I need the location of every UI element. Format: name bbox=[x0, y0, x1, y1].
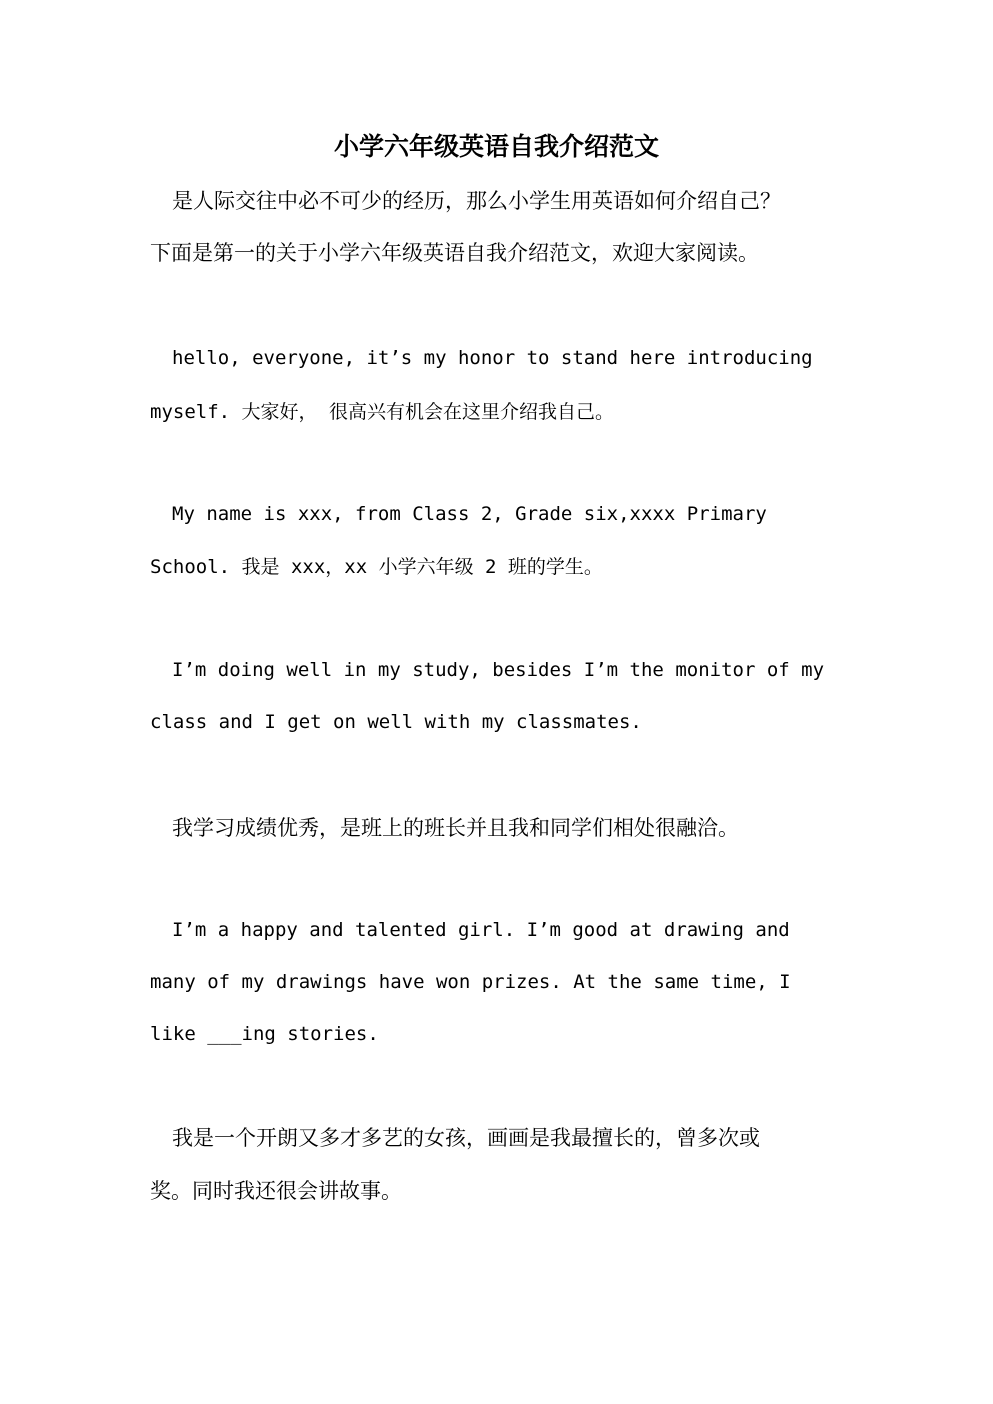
page-title: 小学六年级英语自我介绍范文 bbox=[333, 132, 659, 161]
talent-line-2: many of my drawings have won prizes. At the same time, I bbox=[150, 971, 791, 993]
name-line-1: My name is xxx, from Class 2, Grade six,xxxx Primary bbox=[172, 503, 767, 525]
study-line-1: I’m doing well in my study, besides I’m the monitor of my bbox=[172, 659, 825, 681]
talent-line-3: like ___ing stories. bbox=[150, 1023, 379, 1045]
intro-line-1: 是人际交往中必不可少的经历，那么小学生用英语如何介绍自己？ bbox=[172, 189, 781, 213]
greeting-line-1: hello, everyone, it’s my honor to stand here introducing bbox=[172, 347, 813, 369]
name-line-2: School. 我是 xxx，xx 小学六年级 2 班的学生。 bbox=[150, 556, 603, 578]
greeting-line-2: myself. 大家好， 很高兴有机会在这里介绍我自己。 bbox=[150, 401, 614, 423]
intro-line-2: 下面是第一的关于小学六年级英语自我介绍范文，欢迎大家阅读。 bbox=[150, 241, 759, 265]
talent-cn-line-2: 奖。同时我还很会讲故事。 bbox=[150, 1179, 402, 1203]
talent-line-1: I’m a happy and talented girl. I’m good at drawing and bbox=[172, 919, 790, 941]
talent-cn-line-1: 我是一个开朗又多才多艺的女孩，画画是我最擅长的，曾多次或 bbox=[172, 1126, 760, 1150]
study-cn-line-1: 我学习成绩优秀，是班上的班长并且我和同学们相处很融洽。 bbox=[172, 816, 739, 840]
study-line-2: class and I get on well with my classmates. bbox=[150, 711, 642, 733]
